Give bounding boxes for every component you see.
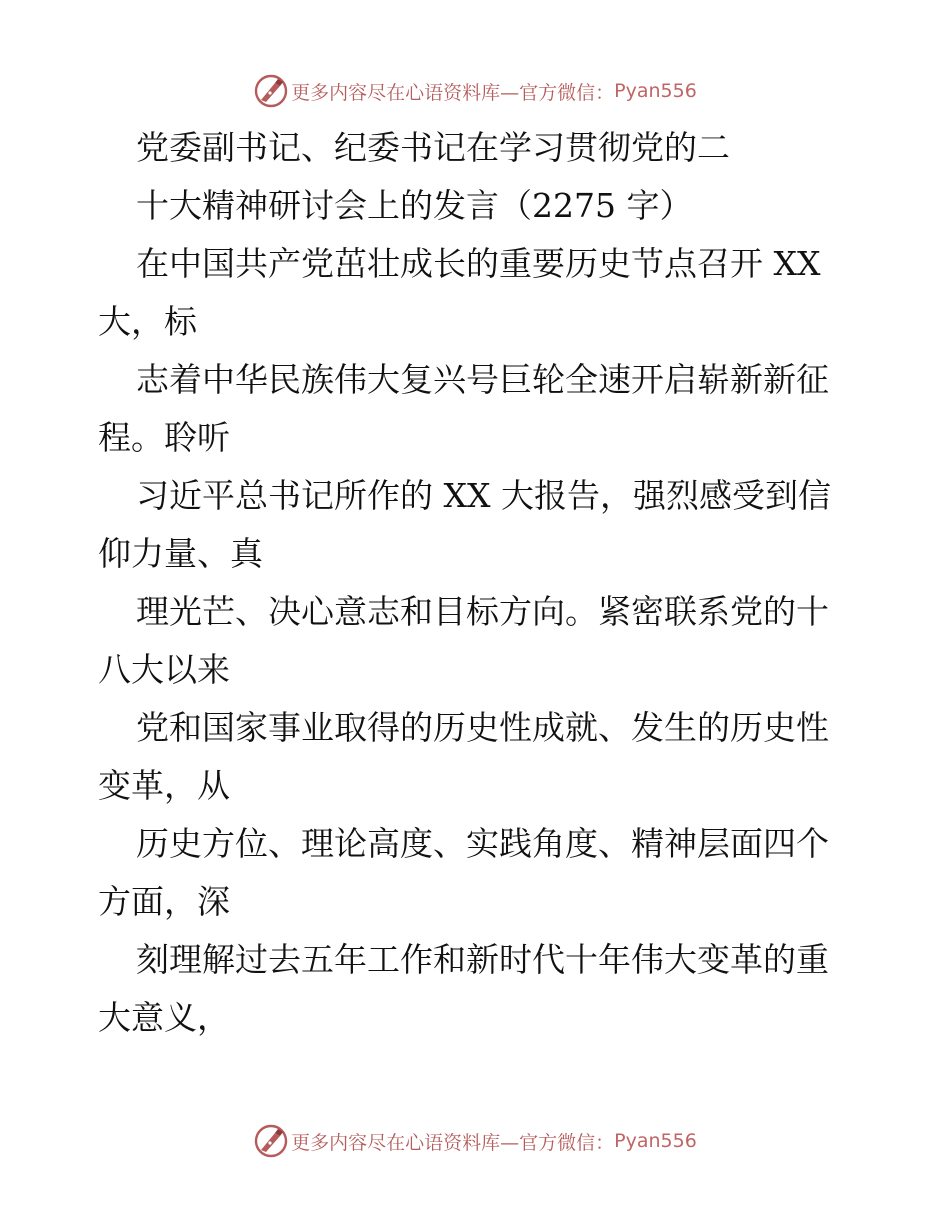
document-body bbox=[98, 119, 858, 1047]
text-line: 八大以来 bbox=[98, 650, 230, 689]
header-banner-text: 更多内容尽在心语资料库—官方微信： bbox=[291, 81, 615, 104]
text-line: 方面，深 bbox=[98, 882, 230, 921]
text-line: 志着中华民族伟大复兴号巨轮全速开启崭新新征 bbox=[136, 360, 829, 399]
text-line: 习近平总书记所作的 XX 大报告，强烈感受到信 bbox=[136, 476, 831, 515]
pen-nib-logo-icon bbox=[253, 73, 289, 109]
text-line: 理光芒、决心意志和目标方向。紧密联系党的十 bbox=[136, 592, 829, 631]
header-banner bbox=[0, 71, 950, 111]
text-line: 变革，从 bbox=[98, 766, 230, 805]
text-line: 程。聆听 bbox=[98, 418, 230, 457]
text-line: 党和国家事业取得的历史性成就、发生的历史性 bbox=[136, 708, 829, 747]
text-line: 大意义， bbox=[98, 998, 230, 1037]
title-line-2: 十大精神研讨会上的发言（2275 字） bbox=[136, 186, 693, 225]
footer-banner-text: 更多内容尽在心语资料库—官方微信： bbox=[291, 1131, 615, 1154]
title-line-1: 党委副书记、纪委书记在学习贯彻党的二 bbox=[136, 128, 730, 167]
text-line: 刻理解过去五年工作和新时代十年伟大变革的重 bbox=[136, 940, 829, 979]
text-line: 在中国共产党茁壮成长的重要历史节点召开 XX bbox=[136, 244, 821, 283]
footer-banner bbox=[0, 1121, 950, 1161]
pen-nib-logo-icon bbox=[253, 1123, 289, 1159]
text-line: 历史方位、理论高度、实践角度、精神层面四个 bbox=[136, 824, 829, 863]
text-line: 大，标 bbox=[98, 302, 197, 341]
footer-banner-id: Pyan556 bbox=[614, 1130, 697, 1152]
text-line: 仰力量、真 bbox=[98, 534, 263, 573]
header-banner-id: Pyan556 bbox=[614, 80, 697, 102]
